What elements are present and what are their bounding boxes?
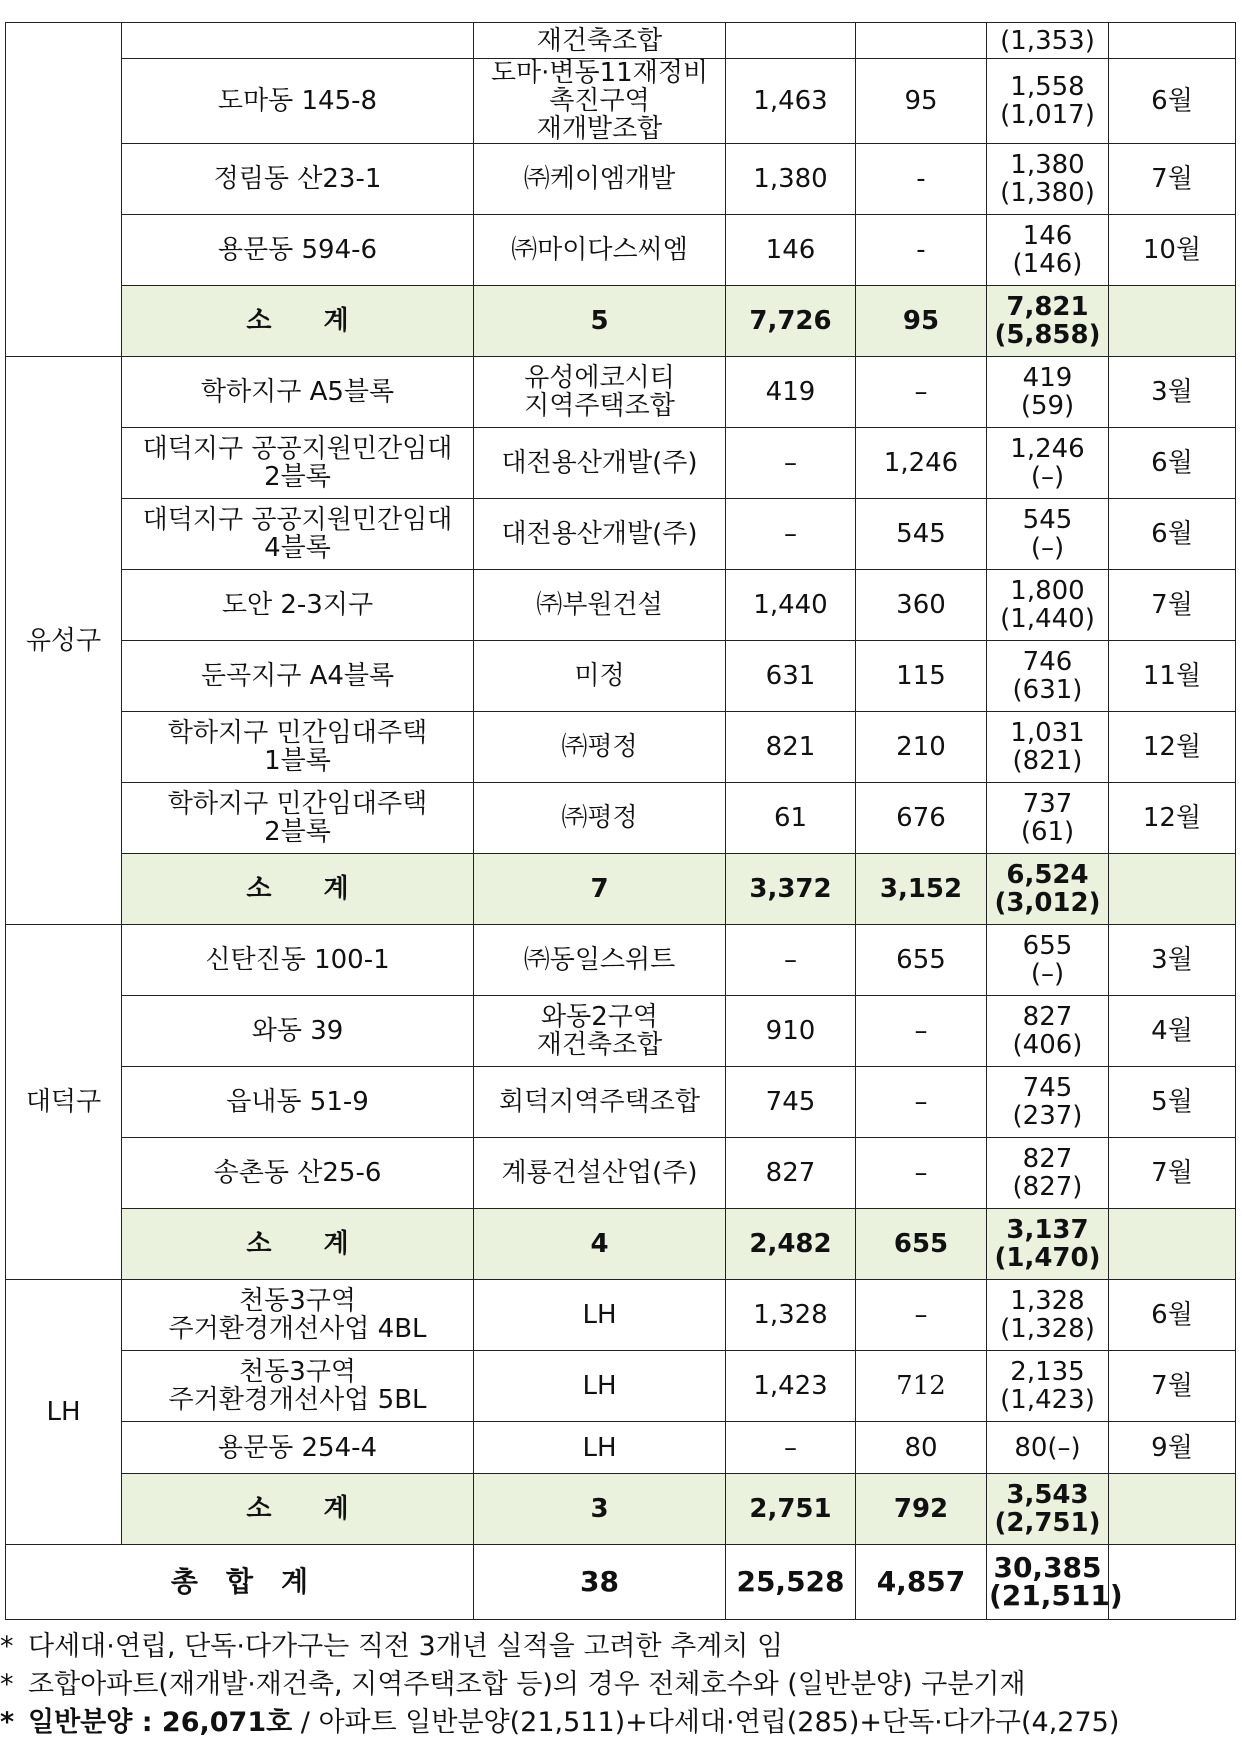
apartment-units-cell: 631 (726, 641, 856, 712)
developer-cell (474, 215, 726, 286)
cell-line: ㈜평정 (561, 732, 638, 762)
housing-supply-table (5, 22, 1236, 1620)
apartment-units-cell: 910 (726, 996, 856, 1067)
month-cell: 3월 (1109, 357, 1236, 428)
rental-units-cell (856, 23, 987, 59)
total-units-cell (987, 570, 1109, 641)
cell-line: (61) (1020, 817, 1075, 847)
cell-line: 745 (1022, 1073, 1073, 1103)
subtotal-total (987, 854, 1109, 925)
grand-total-total (987, 1545, 1123, 1620)
subtotal-count: 5 (474, 286, 726, 357)
subtotal-month (1109, 1209, 1236, 1280)
cell-line: 827 (1022, 1002, 1073, 1032)
location-cell (122, 357, 474, 428)
cell-line: (1,423) (1000, 1385, 1095, 1415)
region-cell: LH (6, 1280, 122, 1545)
rental-units-cell: – (856, 1280, 987, 1351)
table-row (6, 712, 1236, 783)
total-units-cell (987, 144, 1109, 215)
developer-cell (474, 1351, 726, 1422)
cell-line: (406) (1012, 1030, 1083, 1060)
cell-line: 대덕지구 공공지원민간임대 (142, 505, 453, 535)
footnote-marker: * (0, 1631, 14, 1662)
total-units-cell (987, 783, 1109, 854)
developer-cell (474, 1280, 726, 1351)
location-cell (122, 215, 474, 286)
table-row (6, 144, 1236, 215)
cell-line: (5,858) (994, 320, 1101, 350)
cell-line: 3,543 (1006, 1480, 1089, 1510)
subtotal-month (1109, 1474, 1236, 1545)
cell-line: 1,246 (1010, 434, 1085, 464)
cell-line: (1,017) (1000, 100, 1095, 130)
cell-line: 정림동 산23-1 (213, 164, 382, 194)
cell-line: 송촌동 산25-6 (213, 1158, 382, 1188)
cell-line: (1,470) (994, 1243, 1101, 1273)
location-cell (122, 925, 474, 996)
rental-units-cell: – (856, 1138, 987, 1209)
month-cell: 10월 (1109, 215, 1236, 286)
rental-units-cell: 676 (856, 783, 987, 854)
cell-line: 827 (1022, 1144, 1073, 1174)
month-cell (1109, 23, 1236, 59)
apartment-units-cell: – (726, 428, 856, 499)
location-cell (122, 1138, 474, 1209)
rental-units-cell: 360 (856, 570, 987, 641)
table-row (6, 59, 1236, 144)
cell-line: 읍내동 51-9 (226, 1087, 369, 1117)
cell-line: (2,751) (994, 1508, 1101, 1538)
apartment-units-cell: 1,380 (726, 144, 856, 215)
rental-units-cell: - (856, 215, 987, 286)
subtotal-rental: 792 (856, 1474, 987, 1545)
subtotal-row (6, 854, 1236, 925)
rental-units-cell: – (856, 996, 987, 1067)
subtotal-label: 소 계 (122, 286, 474, 357)
total-units-cell (987, 428, 1109, 499)
cell-line: 용문동 254-4 (217, 1432, 378, 1463)
subtotal-label: 소 계 (122, 854, 474, 925)
developer-cell (474, 357, 726, 428)
subtotal-total (987, 286, 1109, 357)
location-cell (122, 1351, 474, 1422)
cell-line: 재건축조합 (536, 25, 663, 56)
month-cell: 7월 (1109, 570, 1236, 641)
table-row (6, 783, 1236, 854)
subtotal-rental: 95 (856, 286, 987, 357)
cell-line: 3,137 (1006, 1215, 1089, 1245)
subtotal-row (6, 1474, 1236, 1545)
cell-line: 와동2구역 (540, 1002, 658, 1032)
cell-line: 학하지구 민간임대주택 (167, 789, 428, 819)
cell-line: ㈜동일스위트 (523, 945, 676, 975)
cell-line: ㈜부원건설 (536, 590, 663, 620)
cell-line: 1블록 (264, 746, 331, 776)
rental-units-cell: 95 (856, 59, 987, 144)
grand-total-apartment: 25,528 (726, 1545, 856, 1620)
month-cell: 12월 (1109, 712, 1236, 783)
table-row (6, 925, 1236, 996)
cell-line: 737 (1022, 789, 1073, 819)
table-row (6, 357, 1236, 428)
table-row (6, 23, 1236, 59)
cell-line: (237) (1012, 1101, 1083, 1131)
month-cell: 7월 (1109, 1351, 1236, 1422)
cell-line: (21,511) (989, 1579, 1123, 1612)
cell-line: 746 (1022, 647, 1073, 677)
apartment-units-cell: 61 (726, 783, 856, 854)
cell-line: 도마·변동11재정비 (490, 58, 709, 88)
subtotal-apartment: 2,482 (726, 1209, 856, 1280)
total-units-cell (987, 925, 1109, 996)
apartment-units-cell: – (726, 499, 856, 570)
subtotal-row (6, 286, 1236, 357)
location-cell (122, 428, 474, 499)
footnotes (0, 1628, 1242, 1742)
total-units-cell (987, 1067, 1109, 1138)
cell-line: (–) (1030, 959, 1065, 989)
cell-line: 유성에코시티 (524, 363, 675, 393)
apartment-units-cell: – (726, 1422, 856, 1474)
subtotal-rental: 3,152 (856, 854, 987, 925)
total-units-cell (987, 59, 1109, 144)
developer-cell (474, 1422, 726, 1474)
month-cell: 5월 (1109, 1067, 1236, 1138)
cell-line: 천동3구역 (238, 1286, 356, 1316)
cell-line: 4블록 (264, 533, 331, 563)
region-cell (6, 23, 122, 357)
total-units-cell (987, 215, 1109, 286)
location-cell (122, 570, 474, 641)
developer-cell (474, 641, 726, 712)
cell-line: 지역주택조합 (524, 391, 675, 421)
developer-cell (474, 23, 726, 59)
month-cell: 6월 (1109, 499, 1236, 570)
apartment-units-cell: 419 (726, 357, 856, 428)
month-cell: 9월 (1109, 1422, 1236, 1474)
month-cell: 6월 (1109, 428, 1236, 499)
grand-total-count: 38 (474, 1545, 726, 1620)
apartment-units-cell: – (726, 925, 856, 996)
cell-line: 6,524 (1006, 860, 1089, 890)
cell-line: 419 (1022, 363, 1073, 393)
cell-line: (–) (1030, 462, 1065, 492)
cell-line: 촉진구역 (549, 86, 650, 116)
cell-line: 1,031 (1010, 718, 1085, 748)
subtotal-apartment: 2,751 (726, 1474, 856, 1545)
location-cell (122, 1280, 474, 1351)
apartment-units-cell: 745 (726, 1067, 856, 1138)
cell-line: ㈜마이다스씨엠 (511, 235, 688, 265)
total-units-cell (987, 641, 1109, 712)
cell-line: (3,012) (994, 888, 1101, 918)
region-cell: 대덕구 (6, 925, 122, 1280)
cell-line: (631) (1012, 675, 1083, 705)
apartment-units-cell: 146 (726, 215, 856, 286)
cell-line: 천동3구역 (238, 1357, 356, 1387)
month-cell: 12월 (1109, 783, 1236, 854)
total-units-cell (987, 357, 1109, 428)
footnote-marker: * (0, 1669, 14, 1700)
cell-line: 2,135 (1010, 1357, 1085, 1387)
cell-line: 146 (1022, 221, 1073, 251)
footnote (0, 1628, 1242, 1666)
subtotal-row (6, 1209, 1236, 1280)
developer-cell (474, 499, 726, 570)
cell-line: 1,328 (1010, 1286, 1085, 1316)
location-cell (122, 783, 474, 854)
apartment-units-cell: 1,440 (726, 570, 856, 641)
cell-line: 도마동 145-8 (217, 86, 378, 116)
total-units-cell (987, 1280, 1109, 1351)
cell-line: 도안 2-3지구 (221, 590, 374, 620)
footnote (0, 1704, 1242, 1742)
total-units-cell (987, 1351, 1109, 1422)
subtotal-count: 7 (474, 854, 726, 925)
rental-units-cell: 545 (856, 499, 987, 570)
developer-cell (474, 996, 726, 1067)
cell-line: 2블록 (264, 817, 331, 847)
subtotal-month (1109, 854, 1236, 925)
cell-line: (59) (1020, 391, 1075, 421)
total-units-cell (987, 712, 1109, 783)
location-cell (122, 1067, 474, 1138)
cell-line: LH (582, 1432, 617, 1463)
location-cell (122, 144, 474, 215)
grand-total-rental: 4,857 (856, 1545, 987, 1620)
cell-line: 1,800 (1010, 576, 1085, 606)
developer-cell (474, 925, 726, 996)
table-row (6, 1351, 1236, 1422)
rental-units-cell: 1,246 (856, 428, 987, 499)
table-row (6, 499, 1236, 570)
grand-total-row (6, 1545, 1236, 1620)
table-row (6, 996, 1236, 1067)
cell-line: ㈜케이엠개발 (523, 164, 676, 194)
month-cell: 6월 (1109, 59, 1236, 144)
apartment-units-cell: 1,328 (726, 1280, 856, 1351)
subtotal-total (987, 1209, 1109, 1280)
footnote-text: 다세대·연립, 단독·다가구는 직전 3개년 실적을 고려한 추계치 임 (28, 1631, 784, 1662)
table-row (6, 1067, 1236, 1138)
cell-line: 신탄진동 100-1 (205, 945, 390, 975)
cell-line: 2블록 (264, 462, 331, 492)
developer-cell (474, 1067, 726, 1138)
subtotal-label: 소 계 (122, 1209, 474, 1280)
region-cell: 유성구 (6, 357, 122, 925)
footnote-text: / 아파트 일반분양(21,511)+다세대·연립(285)+단독·다가구(4,275) (292, 1707, 1120, 1738)
developer-cell (474, 570, 726, 641)
cell-line: 미정 (574, 661, 625, 691)
location-cell (122, 996, 474, 1067)
developer-cell (474, 59, 726, 144)
cell-line: 655 (1022, 931, 1073, 961)
total-units-cell (987, 499, 1109, 570)
month-cell: 4월 (1109, 996, 1236, 1067)
table-row (6, 570, 1236, 641)
cell-line: ㈜평정 (561, 803, 638, 833)
cell-line: 학하지구 민간임대주택 (167, 718, 428, 748)
cell-line: 545 (1022, 505, 1073, 535)
total-units-cell (987, 996, 1109, 1067)
month-cell: 7월 (1109, 144, 1236, 215)
subtotal-month (1109, 286, 1236, 357)
location-cell (122, 1422, 474, 1474)
cell-line: 주거환경개선사업 4BL (168, 1314, 427, 1344)
total-units-cell (987, 1422, 1109, 1474)
month-cell: 11월 (1109, 641, 1236, 712)
cell-line: 30,385 (993, 1551, 1102, 1584)
cell-line: 대덕지구 공공지원민간임대 (142, 434, 453, 464)
subtotal-count: 4 (474, 1209, 726, 1280)
cell-line: (1,328) (1000, 1314, 1095, 1344)
cell-line: (827) (1012, 1172, 1083, 1202)
cell-line: 1,558 (1010, 72, 1085, 102)
apartment-units-cell (726, 23, 856, 59)
month-cell: 3월 (1109, 925, 1236, 996)
developer-cell (474, 144, 726, 215)
subtotal-count: 3 (474, 1474, 726, 1545)
cell-line: 재개발조합 (536, 114, 663, 144)
total-units-cell (987, 23, 1109, 59)
month-cell: 7월 (1109, 1138, 1236, 1209)
table-row (6, 1422, 1236, 1474)
apartment-units-cell: 827 (726, 1138, 856, 1209)
cell-line: 회덕지역주택조합 (499, 1087, 700, 1117)
footnote (0, 1666, 1242, 1704)
table-row (6, 215, 1236, 286)
footnote-marker: * (0, 1707, 15, 1738)
location-cell (122, 499, 474, 570)
subtotal-apartment: 7,726 (726, 286, 856, 357)
cell-line: LH (582, 1371, 617, 1401)
subtotal-apartment: 3,372 (726, 854, 856, 925)
developer-cell (474, 712, 726, 783)
rental-units-cell: - (856, 144, 987, 215)
cell-line: 대전용산개발(주) (501, 448, 698, 478)
location-cell (122, 641, 474, 712)
location-cell (122, 23, 474, 59)
developer-cell (474, 1138, 726, 1209)
cell-line: LH (582, 1300, 617, 1330)
rental-units-cell: 80 (856, 1422, 987, 1474)
cell-line: (1,380) (1000, 178, 1095, 208)
table-row (6, 428, 1236, 499)
cell-line: 용문동 594-6 (217, 235, 378, 265)
cell-line: 1,380 (1010, 150, 1085, 180)
rental-units-cell: 712 (856, 1351, 987, 1422)
location-cell (122, 712, 474, 783)
cell-line: 재건축조합 (536, 1030, 663, 1060)
subtotal-rental: 655 (856, 1209, 987, 1280)
grand-total-label: 총 합 계 (6, 1545, 474, 1620)
rental-units-cell: 210 (856, 712, 987, 783)
cell-line: 와동 39 (251, 1016, 344, 1046)
rental-units-cell: 115 (856, 641, 987, 712)
subtotal-label: 소 계 (122, 1474, 474, 1545)
grand-total-month (1109, 1545, 1236, 1620)
cell-line: 둔곡지구 A4블록 (200, 661, 395, 691)
developer-cell (474, 428, 726, 499)
cell-line: 80(–) (1014, 1432, 1081, 1463)
cell-line: 주거환경개선사업 5BL (168, 1385, 427, 1415)
developer-cell (474, 783, 726, 854)
apartment-units-cell: 1,423 (726, 1351, 856, 1422)
cell-line: 7,821 (1006, 292, 1089, 322)
rental-units-cell: 655 (856, 925, 987, 996)
apartment-units-cell: 821 (726, 712, 856, 783)
rental-units-cell: – (856, 357, 987, 428)
location-cell (122, 59, 474, 144)
cell-line: (821) (1012, 746, 1083, 776)
month-cell: 6월 (1109, 1280, 1236, 1351)
footnote-emphasis: 일반분양 : 26,071호 (28, 1707, 293, 1738)
cell-line: (1,353) (1000, 25, 1095, 56)
cell-line: (–) (1030, 533, 1065, 563)
footnote-text: 조합아파트(재개발·재건축, 지역주택조합 등)의 경우 전체호수와 (일반분양) 구분기재 (28, 1669, 1026, 1700)
apartment-units-cell: 1,463 (726, 59, 856, 144)
rental-units-cell: – (856, 1067, 987, 1138)
cell-line: 계룡건설산업(주) (501, 1158, 698, 1188)
table-row (6, 1138, 1236, 1209)
cell-line: 대전용산개발(주) (501, 519, 698, 549)
cell-line: (146) (1012, 249, 1083, 279)
total-units-cell (987, 1138, 1109, 1209)
subtotal-total (987, 1474, 1109, 1545)
cell-line: 학하지구 A5블록 (200, 377, 395, 407)
cell-line: (1,440) (1000, 604, 1095, 634)
table-row (6, 641, 1236, 712)
table-row (6, 1280, 1236, 1351)
